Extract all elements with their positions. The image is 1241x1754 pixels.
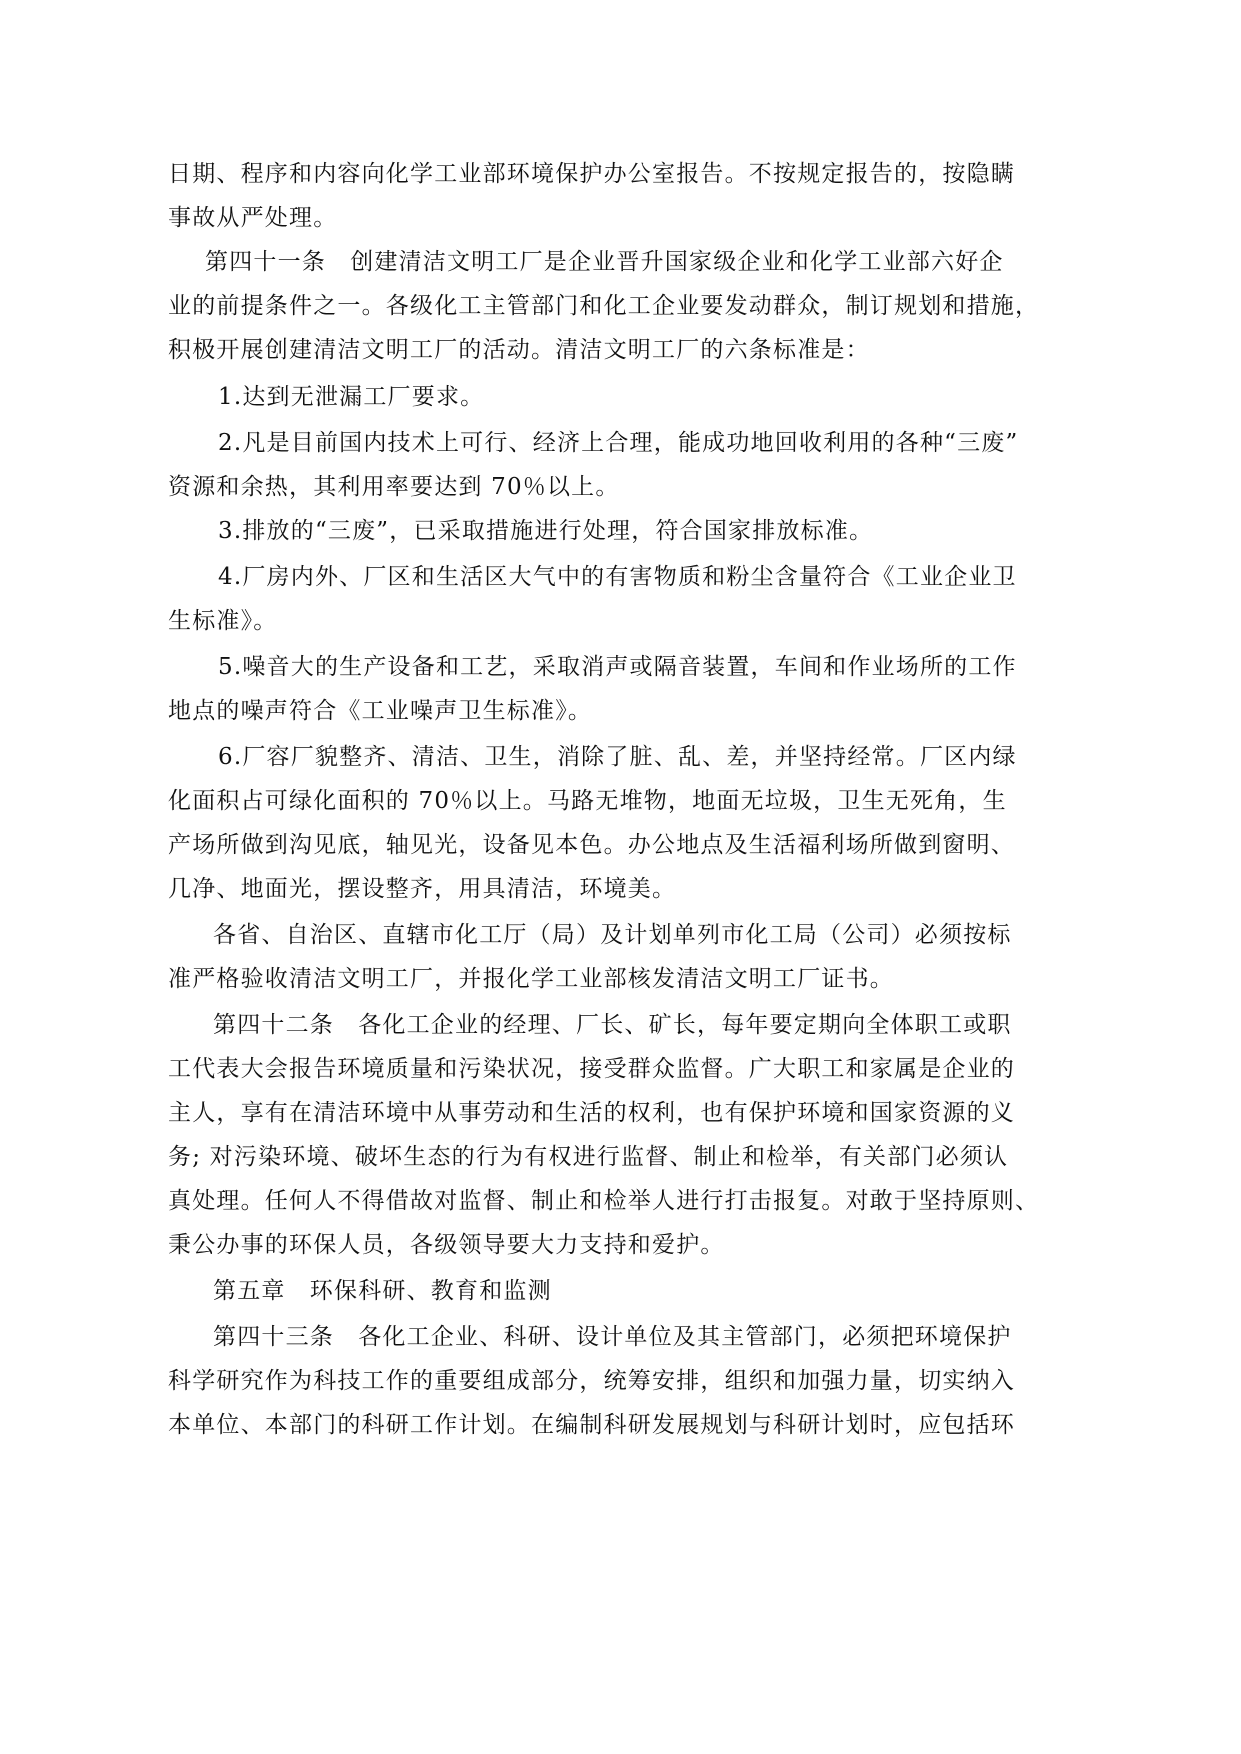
list-item-2: 2.凡是目前国内技术上可行、经济上合理，能成功地回收利用的各种“三废” xyxy=(218,430,1019,456)
text-line: 地点的噪声符合《工业噪声卫生标准》。 xyxy=(168,698,593,724)
text-line: 本单位、本部门的科研工作计划。在编制科研发展规划与科研计划时，应包括环 xyxy=(168,1412,1015,1438)
text-line: 科学研究作为科技工作的重要组成部分，统筹安排，组织和加强力量，切实纳入 xyxy=(168,1368,1015,1394)
list-item-3: 3.排放的“三废”，已采取措施进行处理，符合国家排放标准。 xyxy=(218,518,874,544)
text-line: 产场所做到沟见底，轴见光，设备见本色。办公地点及生活福利场所做到窗明、 xyxy=(168,832,1015,858)
text-line: 主人，享有在清洁环境中从事劳动和生活的权利，也有保护环境和国家资源的义 xyxy=(168,1100,1015,1126)
text-line: 化面积占可绿化面积的 70％以上。马路无堆物，地面无垃圾，卫生无死角，生 xyxy=(168,788,1007,814)
article-42-heading-line: 第四十二条 各化工企业的经理、厂长、矿长，每年要定期向全体职工或职 xyxy=(213,1012,1012,1038)
list-item-4: 4.厂房内外、厂区和生活区大气中的有害物质和粉尘含量符合《工业企业卫 xyxy=(218,564,1017,590)
text-line: 秉公办事的环保人员，各级领导要大力支持和爱护。 xyxy=(168,1232,725,1258)
text-line: 积极开展创建清洁文明工厂的活动。清洁文明工厂的六条标准是： xyxy=(168,337,870,363)
article-41-heading-line: 第四十一条 创建清洁文明工厂是企业晋升国家级企业和化学工业部六好企 xyxy=(205,249,1004,275)
text-line: 日期、程序和内容向化学工业部环境保护办公室报告。不按规定报告的，按隐瞒 xyxy=(168,161,1015,187)
text-line: 业的前提条件之一。各级化工主管部门和化工企业要发动群众，制订规划和措施， xyxy=(168,293,1040,319)
text-line: 工代表大会报告环境质量和污染状况，接受群众监督。广大职工和家属是企业的 xyxy=(168,1056,1015,1082)
text-line: 各省、自治区、直辖市化工厅（局）及计划单列市化工局（公司）必须按标 xyxy=(213,922,1012,948)
text-line: 资源和余热，其利用率要达到 70％以上。 xyxy=(168,474,620,500)
article-43-heading-line: 第四十三条 各化工企业、科研、设计单位及其主管部门，必须把环境保护 xyxy=(213,1324,1012,1350)
list-item-5: 5.噪音大的生产设备和工艺，采取消声或隔音装置，车间和作业场所的工作 xyxy=(218,654,1017,680)
chapter-5-heading: 第五章 环保科研、教育和监测 xyxy=(213,1278,552,1304)
list-item-6: 6.厂容厂貌整齐、清洁、卫生，消除了脏、乱、差，并坚持经常。厂区内绿 xyxy=(218,744,1017,770)
text-line: 真处理。任何人不得借故对监督、制止和检举人进行打击报复。对敢于坚持原则、 xyxy=(168,1188,1040,1214)
text-line: 务; 对污染环境、破坏生态的行为有权进行监督、制止和检举，有关部门必须认 xyxy=(168,1144,1009,1170)
text-line: 几净、地面光，摆设整齐，用具清洁，环境美。 xyxy=(168,876,677,902)
text-line: 准严格验收清洁文明工厂，并报化学工业部核发清洁文明工厂证书。 xyxy=(168,966,894,992)
text-line: 生标准》。 xyxy=(168,608,278,634)
text-line: 事故从严处理。 xyxy=(168,205,338,231)
list-item-1: 1.达到无泄漏工厂要求。 xyxy=(218,384,485,410)
